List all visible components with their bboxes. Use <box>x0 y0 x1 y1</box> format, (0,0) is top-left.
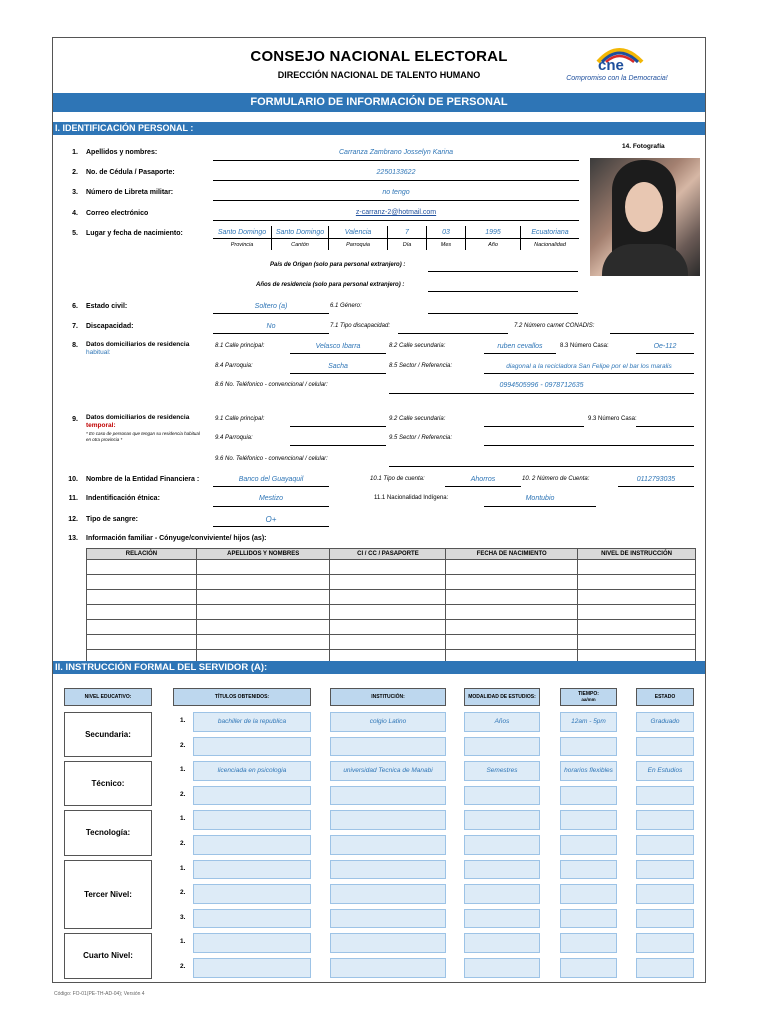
edu-mode-cell[interactable] <box>464 860 540 880</box>
table-row[interactable] <box>87 620 696 635</box>
field-11-label: Indentificación étnica: <box>86 495 160 502</box>
birth-month[interactable]: 03 <box>442 229 450 236</box>
field-9-num: 9. <box>72 416 78 423</box>
military-book-value[interactable]: no tengo <box>382 189 410 196</box>
edu-mode-cell[interactable] <box>464 786 540 806</box>
edu-inst-cell[interactable] <box>330 909 446 929</box>
gender-label: 6.1 Género: <box>330 303 362 309</box>
bank-value[interactable]: Banco del Guayaquil <box>238 476 304 483</box>
edu-time-cell[interactable] <box>560 860 617 880</box>
edu-time-cell[interactable] <box>560 786 617 806</box>
edu-time-cell[interactable] <box>560 810 617 830</box>
conadis-label: 7.2 Número carnet CONADIS: <box>514 323 595 329</box>
field-8-sub: habitual: <box>86 349 111 356</box>
temp-phone-field[interactable] <box>389 466 694 467</box>
edu-state-cell[interactable] <box>636 958 694 978</box>
edu-title-cell[interactable] <box>193 909 311 929</box>
field-3-num: 3. <box>72 189 78 196</box>
temp-sector-field[interactable] <box>484 445 694 446</box>
form-title-banner: FORMULARIO DE INFORMACIÓN DE PERSONAL <box>53 93 705 112</box>
row-number: 1. <box>180 864 186 872</box>
row-number: 1. <box>180 815 186 823</box>
caption-day: Día <box>402 242 412 248</box>
temp-house-label: 9.3 Número Casa: <box>588 416 637 422</box>
edu-inst-cell[interactable]: colgio Latino <box>330 712 446 732</box>
field-1-num: 1. <box>72 149 78 156</box>
logo-text: cne <box>598 57 624 74</box>
level-3: Tercer Nivel: <box>64 860 152 930</box>
edu-title-cell[interactable] <box>193 860 311 880</box>
gender-field[interactable] <box>428 313 578 314</box>
edu-inst-cell[interactable] <box>330 860 446 880</box>
edu-mode-cell[interactable] <box>464 835 540 855</box>
home-phone-label: 8.6 No. Teléfonico - convencional / celular: <box>215 382 328 388</box>
field-9-label: Datos domiciliarios de residencia <box>86 414 190 421</box>
edu-state-cell[interactable] <box>636 786 694 806</box>
edu-title-cell[interactable] <box>193 958 311 978</box>
temp-second-street-label: 9.2 Calle secundaria: <box>389 416 446 422</box>
row-number: 2. <box>180 963 186 970</box>
home-sector-value[interactable]: diagonal a la recicladora San Felipe por el bar los maralis <box>506 363 672 370</box>
level-1: Técnico: <box>64 761 152 806</box>
table-row[interactable] <box>87 575 696 590</box>
level-2: Tecnología: <box>64 810 152 855</box>
field-8-num: 8. <box>72 342 78 349</box>
disability-value[interactable]: No <box>266 323 276 330</box>
field-10-label: Nombre de la Entidad Financiera : <box>86 476 200 483</box>
edu-inst-cell[interactable] <box>330 884 446 904</box>
temp-phone-label: 9.6 No. Teléfonico - convencional / celular: <box>215 456 328 462</box>
row-number: 1. <box>180 717 186 724</box>
temp-main-street-field[interactable] <box>290 426 386 427</box>
temp-parish-field[interactable] <box>290 445 386 446</box>
field-5-label: Lugar y fecha de nacimiento: <box>86 230 183 237</box>
edu-state-cell[interactable] <box>636 737 694 757</box>
caption-canton: Cantón <box>291 242 309 248</box>
photo-label: 14. Fotografía <box>622 143 665 150</box>
edu-mode-cell[interactable] <box>464 933 540 953</box>
row-number: 2. <box>180 741 186 749</box>
row-number: 3. <box>180 913 186 921</box>
caption-month: Mes <box>440 242 452 248</box>
temp-main-street-label: 9.1 Calle principal: <box>215 416 265 422</box>
full-name-value[interactable]: Carranza Zambrano Josselyn Karina <box>339 149 453 156</box>
disability-type-field[interactable] <box>398 333 508 334</box>
edu-inst-cell[interactable]: universidad Tecnica de Manabi <box>330 761 446 781</box>
edu-state-cell[interactable]: En Estudios <box>636 761 694 781</box>
edu-time-cell[interactable] <box>560 909 617 929</box>
field-1-label: Apellidos y nombres: <box>86 149 158 156</box>
edu-mode-cell[interactable] <box>464 958 540 978</box>
home-second-street-value[interactable]: ruben cevallos <box>497 343 543 350</box>
field-13-num: 13. <box>68 535 78 542</box>
birth-parish[interactable]: Valencia <box>344 229 372 236</box>
row-number: 2. <box>180 790 186 798</box>
edu-state-cell[interactable]: Graduado <box>636 712 694 732</box>
edu-inst-cell[interactable] <box>330 933 446 953</box>
disability-type-label: 7.1 Tipo discapacidad: <box>330 323 390 329</box>
edu-title-cell[interactable] <box>193 810 311 830</box>
row-number: 2. <box>180 889 186 897</box>
account-number-value[interactable]: 0112793035 <box>636 476 676 483</box>
row-number: 1. <box>180 938 186 946</box>
field-13-label: Información familiar - Cónyuge/conviviente/ hijos (as): <box>86 535 267 542</box>
home-phone-value[interactable]: 0994505996 - 0978712635 <box>499 382 584 389</box>
logo-tagline: Compromiso con la Democracia! <box>566 75 668 82</box>
personal-photo <box>590 158 700 276</box>
origin-country-label: País de Origen (solo para personal extranjero) : <box>270 262 406 268</box>
header-level: NIVEL EDUCATIVO: <box>64 688 152 706</box>
section-1-title: I. IDENTIFICACIÓN PERSONAL : <box>53 122 705 135</box>
level-0: Secundaria: <box>64 712 152 757</box>
temp-house-field[interactable] <box>636 426 694 427</box>
civil-status-value[interactable]: Soltero (a) <box>254 303 288 310</box>
email-value[interactable]: z-carranz-2@hotmail.com <box>355 209 437 216</box>
family-table <box>86 548 696 665</box>
table-row[interactable] <box>87 560 696 575</box>
temp-note: * En caso de personas que tengan su residencia habitual en otra provincia * <box>86 431 200 442</box>
header-state: ESTADO <box>636 688 694 706</box>
edu-state-cell[interactable] <box>636 909 694 929</box>
home-sector-label: 8.5 Sector / Referencia: <box>389 363 453 369</box>
origin-country-field[interactable] <box>428 271 578 272</box>
edu-mode-cell[interactable]: Semestres <box>464 761 540 781</box>
temp-second-street-field[interactable] <box>484 426 584 427</box>
col-id: CI / CC / PASAPORTE <box>330 549 446 560</box>
header-titles: TÍTULOS OBTENIDOS: <box>173 688 311 706</box>
field-8-label: Datos domiciliarios de residencia <box>86 341 190 348</box>
ethnicity-value[interactable]: Mestizo <box>258 495 284 502</box>
edu-state-cell[interactable] <box>636 933 694 953</box>
field-4-num: 4. <box>72 210 78 217</box>
header-institution: INSTITUCIÓN: <box>330 688 446 706</box>
nationality[interactable]: Ecuatoriana <box>531 229 569 236</box>
caption-province: Provincia <box>230 242 254 248</box>
birth-day[interactable]: 7 <box>405 229 409 236</box>
table-row[interactable] <box>87 590 696 605</box>
row-number: 2. <box>180 840 186 847</box>
blood-type-value[interactable]: O+ <box>265 515 277 524</box>
home-house-value[interactable]: Oe-112 <box>653 343 677 350</box>
field-3-label: Número de Libreta militar: <box>86 189 174 196</box>
col-birthdate: FECHA DE NACIMIENTO <box>446 549 578 560</box>
edu-state-cell[interactable] <box>636 810 694 830</box>
birth-year[interactable]: 1995 <box>485 229 501 236</box>
edu-title-cell[interactable]: bachiller de la republica <box>193 712 311 732</box>
edu-time-cell[interactable] <box>560 884 617 904</box>
edu-inst-cell[interactable] <box>330 835 446 855</box>
col-names: APELLIDOS Y NOMBRES <box>196 549 330 560</box>
field-10-num: 10. <box>68 476 78 483</box>
field-12-num: 12. <box>68 516 78 523</box>
edu-mode-cell[interactable] <box>464 884 540 904</box>
edu-time-cell[interactable]: horarios flexibles <box>560 761 617 781</box>
edu-mode-cell[interactable]: Años <box>464 712 540 732</box>
residence-years-field[interactable] <box>428 291 578 292</box>
field-6-label: Estado civil: <box>86 303 128 310</box>
dept-title: DIRECCIÓN NACIONAL DE TALENTO HUMANO <box>277 70 481 80</box>
edu-time-cell[interactable] <box>560 958 617 978</box>
birth-canton[interactable]: Santo Domingo <box>275 229 325 236</box>
account-type-label: 10.1 Tipo de cuenta: <box>370 476 425 482</box>
field-7-label: Discapacidad: <box>86 323 134 330</box>
edu-title-cell[interactable] <box>193 835 311 855</box>
home-parish-label: 8.4 Parroquia: <box>215 363 253 369</box>
indigenous-value[interactable]: Montubio <box>525 495 555 502</box>
edu-title-cell[interactable] <box>193 884 311 904</box>
home-parish-value[interactable]: Sacha <box>328 363 348 370</box>
header-modality: MODALIDAD DE ESTUDIOS: <box>464 688 540 706</box>
home-house-label: 8.3 Número Casa: <box>560 343 609 349</box>
caption-nationality: Nacionalidad <box>534 242 566 248</box>
account-number-label: 10. 2 Número de Cuenta: <box>522 476 590 482</box>
field-9-sub: temporal: <box>86 422 116 429</box>
field-2-label: No. de Cédula / Pasaporte: <box>86 169 175 176</box>
edu-mode-cell[interactable] <box>464 909 540 929</box>
temp-sector-label: 9.5 Sector / Referencia: <box>389 435 453 441</box>
field-2-num: 2. <box>72 169 78 176</box>
edu-mode-cell[interactable] <box>464 810 540 830</box>
indigenous-label: 11.1 Nacionalidad Indígena: <box>374 495 449 501</box>
home-main-street-value[interactable]: Velasco Ibarra <box>315 343 361 350</box>
col-education: NIVEL DE INSTRUCCIÓN <box>578 549 696 560</box>
table-row[interactable] <box>87 605 696 620</box>
edu-inst-cell[interactable] <box>330 786 446 806</box>
edu-time-cell[interactable] <box>560 933 617 953</box>
account-type-value[interactable]: Ahorros <box>470 476 496 483</box>
birth-province[interactable]: Santo Domingo <box>217 229 267 236</box>
org-title: CONSEJO NACIONAL ELECTORAL <box>250 48 508 65</box>
footer-code: Código: FO-01(PE-TH-AD-04); Versión 4 <box>54 991 145 997</box>
edu-state-cell[interactable] <box>636 835 694 855</box>
edu-title-cell[interactable] <box>193 737 311 757</box>
caption-parish: Parroquia <box>346 242 370 248</box>
level-4: Cuarto Nivel: <box>64 933 152 978</box>
edu-title-cell[interactable] <box>193 786 311 806</box>
field-12-label: Tipo de sangre: <box>86 516 138 523</box>
edu-title-cell[interactable]: licenciada en psicologia <box>193 761 311 781</box>
edu-state-cell[interactable] <box>636 860 694 880</box>
field-11-num: 11. <box>68 495 78 502</box>
edu-time-cell[interactable] <box>560 737 617 757</box>
temp-parish-label: 9.4 Parroquia: <box>215 435 253 441</box>
edu-mode-cell[interactable] <box>464 737 540 757</box>
field-5-num: 5. <box>72 230 78 237</box>
section-2-title: II. INSTRUCCIÓN FORMAL DEL SERVIDOR (A): <box>53 661 705 674</box>
edu-title-cell[interactable] <box>193 933 311 953</box>
edu-state-cell[interactable] <box>636 884 694 904</box>
row-number: 1. <box>180 766 186 774</box>
edu-inst-cell[interactable] <box>330 958 446 978</box>
edu-inst-cell[interactable] <box>330 810 446 830</box>
edu-time-cell[interactable] <box>560 835 617 855</box>
col-relation: RELACIÓN <box>87 549 197 560</box>
edu-inst-cell[interactable] <box>330 737 446 757</box>
field-7-num: 7. <box>72 323 78 330</box>
id-number-value[interactable]: 2250133622 <box>376 169 416 176</box>
conadis-field[interactable] <box>610 333 694 334</box>
home-second-street-label: 8.2 Calle secundaria: <box>389 343 446 349</box>
field-4-label: Correo electrónico <box>86 210 149 217</box>
residence-years-label: Años de residencia (solo para personal extranjero) : <box>256 282 405 288</box>
edu-time-cell[interactable]: 12am - 5pm <box>560 712 617 732</box>
field-6-num: 6. <box>72 303 78 310</box>
home-main-street-label: 8.1 Calle principal: <box>215 343 265 349</box>
table-row[interactable] <box>87 635 696 650</box>
caption-year: Año <box>488 242 498 248</box>
header-time: TIEMPO: aa/mm <box>560 688 617 706</box>
